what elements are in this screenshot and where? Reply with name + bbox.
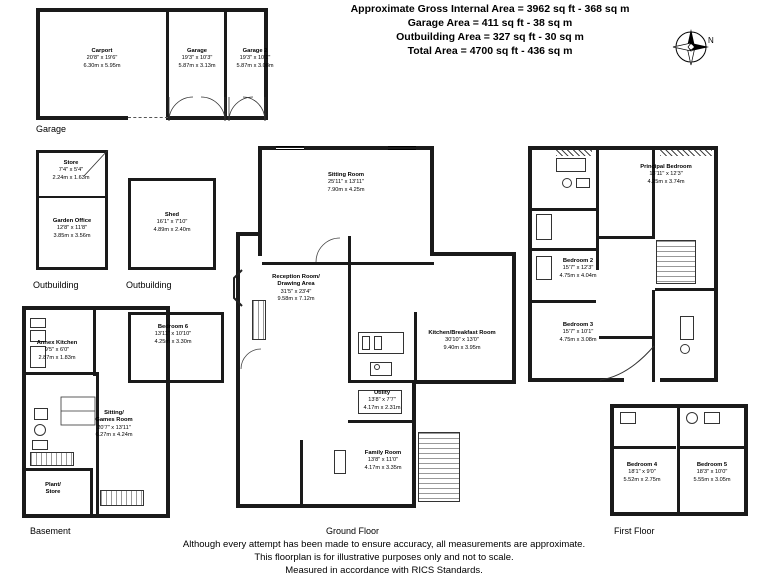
room-bedroom-3: Bedroom 3 15'7" x 10'1" 4.75m x 3.08m (559, 322, 597, 343)
disclaimer-line-2: This floorplan is for illustrative purposes only and not to scale. (254, 552, 514, 563)
outbuilding-area: Outbuilding Area = 327 sq ft - 30 sq m (396, 31, 584, 43)
garage-area: Garage Area = 411 sq ft - 38 sq m (407, 17, 573, 29)
room-carport: Carport 20'8" x 19'6" 6.30m x 5.95m (83, 48, 121, 69)
area-summary (330, 2, 650, 58)
caption-outbuilding-right: Outbuilding (126, 280, 172, 290)
room-kitchen-breakfast: Kitchen/Breakfast Room 30'10" x 13'0" 9.40m x 3.95m (428, 330, 496, 351)
disclaimer (0, 538, 768, 577)
disclaimer-line-1: Although every attempt has been made to ensure accuracy, all measurements are approximate. (182, 539, 586, 550)
room-principal-bedroom: Principal Bedroom 13'11" x 12'3" 4.25m x 3.74m (640, 164, 692, 185)
gross-internal-area: Approximate Gross Internal Area = 3962 sq ft - 368 sq m (350, 3, 630, 15)
room-garage-1: Garage 19'3" x 10'3" 5.87m x 3.13m (178, 48, 216, 69)
disclaimer-line-3: Measured in accordance with RICS Standards. (285, 565, 483, 576)
room-bedroom-5: Bedroom 5 18'3" x 10'0" 5.55m x 3.05m (693, 462, 731, 483)
room-sitting-room: Sitting Room 25'11" x 13'11" 7.90m x 4.25m (327, 172, 365, 193)
total-area: Total Area = 4700 sq ft - 436 sq m (407, 45, 573, 57)
caption-first-floor: First Floor (614, 526, 655, 536)
room-sitting-games: Sitting/ Games Room 20'7" x 13'11" 6.27m x 4.24m (95, 410, 133, 439)
room-bedroom-4: Bedroom 4 18'1" x 9'0" 5.52m x 2.75m (623, 462, 661, 483)
caption-basement: Basement (30, 526, 71, 536)
room-annex-kitchen: Annex Kitchen 9'5" x 6'0" 2.87m x 1.83m (36, 340, 78, 361)
caption-garage: Garage (36, 124, 67, 134)
room-garden-office: Garden Office 12'8" x 11'8" 3.85m x 3.56m (52, 218, 92, 239)
caption-ground-floor: Ground Floor (326, 526, 380, 536)
room-shed: Shed 16'1" x 7'10" 4.89m x 2.40m (153, 212, 191, 233)
room-reception-drawing: Reception Room/ Drawing Area 31'5" x 23'4" 9.58m x 7.12m (272, 274, 320, 303)
compass-north-label: N (708, 36, 714, 45)
room-plant-store: Plant/ Store (45, 482, 61, 496)
room-garage-2: Garage 2 19'3" x 10'1" 5.87m x 3.08m (236, 48, 274, 69)
room-bedroom-6: Bedroom 6 13'11" x 10'10" 4.25m x 3.30m (154, 324, 192, 345)
room-utility: Utility 13'8" x 7'7" 4.17m x 2.31m (363, 390, 401, 411)
caption-outbuilding-left: Outbuilding (33, 280, 79, 290)
room-bedroom-2: Bedroom 2 15'7" x 12'3" 4.75m x 4.04m (559, 258, 597, 279)
room-store: Store 7'4" x 5'4" 2.24m x 1.63m (52, 160, 90, 181)
compass-icon (668, 24, 714, 70)
room-family-room: Family Room 13'8" x 11'0" 4.17m x 3.35m (364, 450, 402, 471)
